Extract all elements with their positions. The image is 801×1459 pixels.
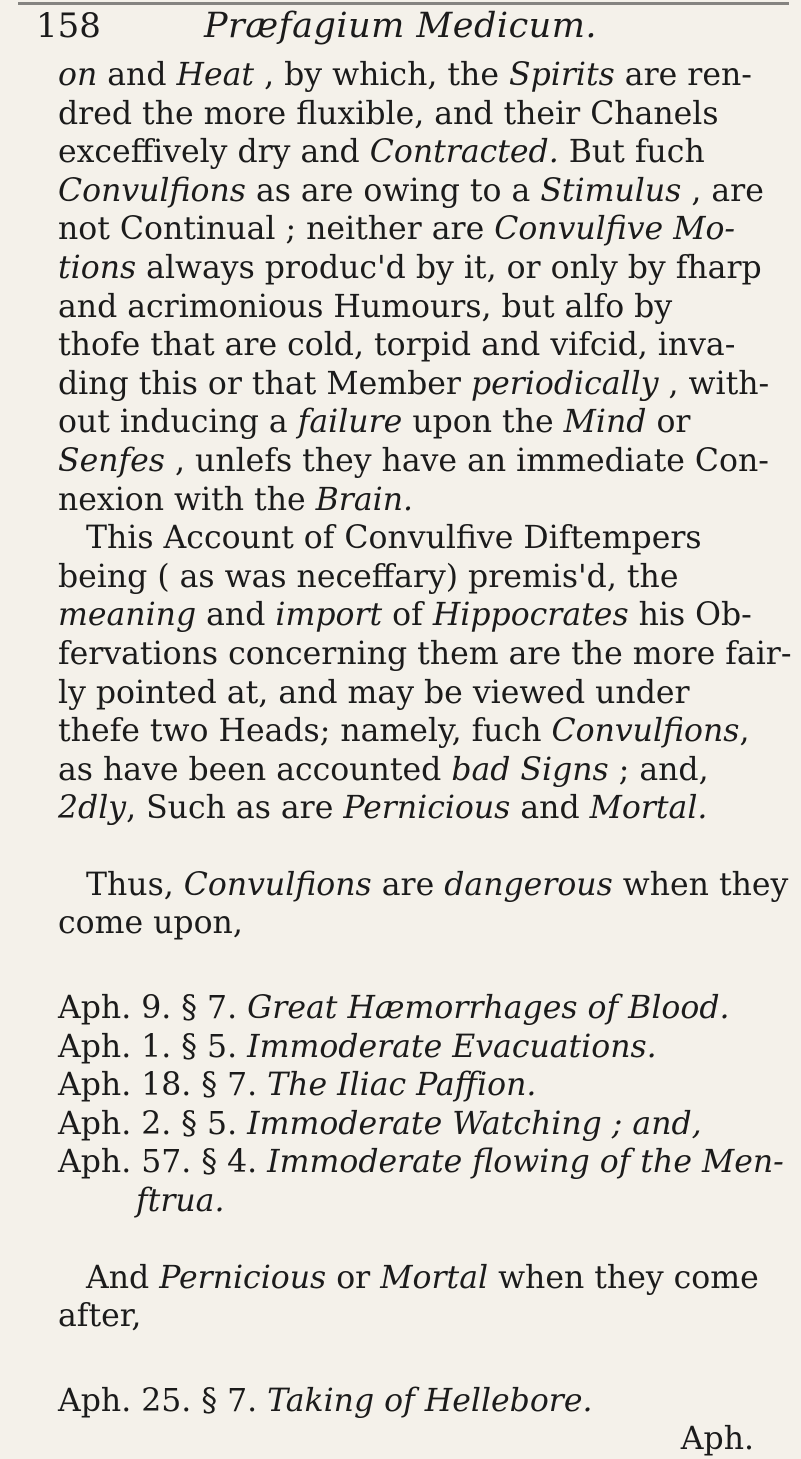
text-span: out inducing a bbox=[58, 404, 298, 441]
text-line: being ( as was neceffary) premis'd, the bbox=[58, 558, 679, 595]
aphorism-ref: Aph. 25. § 7. bbox=[58, 1382, 258, 1419]
text-italic: on bbox=[58, 57, 98, 93]
top-border-rule bbox=[18, 2, 789, 5]
text-span: as have been accounted bbox=[58, 751, 452, 788]
text-italic: tions bbox=[58, 249, 137, 286]
text-italic: Hippocrates bbox=[432, 597, 629, 634]
running-head: Præfagium Medicum. bbox=[203, 6, 598, 46]
text-italic: Heat bbox=[176, 57, 255, 93]
text-span: not Continual ; neither are bbox=[58, 211, 495, 248]
text-line: after, bbox=[58, 1298, 142, 1335]
text-line bbox=[58, 403, 798, 442]
text-span: upon the bbox=[412, 404, 564, 441]
text-line bbox=[58, 596, 798, 635]
text-span: ding this or that Member bbox=[58, 365, 471, 402]
text-line bbox=[58, 442, 798, 481]
text-line bbox=[58, 133, 798, 172]
text-line bbox=[58, 789, 798, 828]
aphorism-ref: Aph. 18. § 7. bbox=[58, 1067, 258, 1104]
text-span: exceffively dry and bbox=[58, 134, 370, 171]
text-line bbox=[58, 751, 798, 790]
aphorism-item bbox=[58, 1028, 798, 1067]
aphorism-ref: Aph. 1. § 5. bbox=[58, 1028, 238, 1065]
text-line bbox=[58, 712, 798, 751]
text-italic: Mortal bbox=[380, 1259, 489, 1296]
text-italic: Spirits bbox=[509, 57, 615, 93]
text-line: ly pointed at, and may be viewed under bbox=[58, 674, 690, 711]
text-span: or bbox=[326, 1259, 381, 1296]
aphorism-list bbox=[58, 989, 798, 1221]
text-italic: failure bbox=[297, 404, 403, 441]
text-span: Thus, bbox=[86, 866, 184, 903]
text-span: his Ob- bbox=[628, 597, 752, 634]
text-span: and bbox=[196, 597, 276, 634]
text-line: and acrimonious Humours, but alfo by bbox=[58, 288, 673, 325]
text-italic: 2dly bbox=[58, 790, 127, 827]
aphorism-text: Immoderate Watching ; and, bbox=[247, 1105, 702, 1142]
text-line: dred the more fluxible, and their Chanels bbox=[58, 95, 719, 132]
aphorism-item bbox=[58, 1382, 798, 1421]
text-line: fervations concerning them are the more fair- bbox=[58, 635, 792, 672]
text-italic: Convulfions bbox=[551, 713, 740, 750]
text-italic: Convulfive Mo- bbox=[494, 211, 736, 248]
paragraph-gap bbox=[58, 1336, 798, 1382]
text-italic: Contracted. bbox=[369, 134, 559, 171]
aphorism-text: Immoderate Evacuations. bbox=[247, 1028, 657, 1065]
aphorism-item bbox=[58, 1105, 798, 1144]
text-span: are bbox=[371, 866, 445, 903]
text-span: , by which, the bbox=[264, 57, 509, 93]
page-number: 158 bbox=[36, 6, 101, 46]
text-span: , bbox=[739, 713, 750, 750]
text-span: when they come bbox=[488, 1259, 759, 1296]
paragraph-gap bbox=[58, 943, 798, 989]
text-span: and bbox=[107, 57, 177, 93]
text-italic: Pernicious bbox=[159, 1259, 327, 1296]
text-italic: bad Signs bbox=[451, 751, 609, 788]
text-span: , are bbox=[691, 172, 764, 209]
text-italic: Stimulus bbox=[540, 172, 682, 209]
catchword: Aph. bbox=[680, 1421, 754, 1458]
page-header bbox=[0, 6, 801, 54]
paragraph-gap bbox=[58, 1221, 798, 1259]
text-span: always produc'd by it, or only by fharp bbox=[146, 249, 762, 286]
text-line bbox=[58, 172, 798, 211]
aphorism-text: Great Hæmorrhages of Blood. bbox=[247, 990, 730, 1027]
aphorism-item bbox=[58, 1066, 798, 1105]
text-span: And bbox=[86, 1259, 160, 1296]
text-line: This Account of Convulfive Diftempers bbox=[86, 520, 702, 557]
text-italic: Convulfions bbox=[183, 866, 372, 903]
text-italic: Mind bbox=[563, 404, 647, 441]
aphorism-ref: Aph. 9. § 7. bbox=[58, 990, 238, 1027]
text-italic: meaning bbox=[58, 597, 197, 634]
text-span: thefe two Heads; namely, fuch bbox=[58, 713, 552, 750]
aphorism-text: ftrua. bbox=[136, 1183, 225, 1220]
text-line bbox=[58, 56, 798, 95]
aphorism-ref: Aph. 2. § 5. bbox=[58, 1105, 238, 1142]
text-line: come upon, bbox=[58, 905, 243, 942]
aphorism-item bbox=[58, 989, 798, 1028]
text-italic: Mortal. bbox=[589, 790, 708, 827]
aphorism-text: Taking of Hellebore. bbox=[267, 1382, 593, 1419]
text-span: , with- bbox=[668, 365, 770, 402]
text-span: But fuch bbox=[568, 134, 705, 171]
aphorism-item bbox=[58, 1143, 798, 1182]
text-line bbox=[58, 210, 798, 249]
text-span: , unlefs they have an immediate Con- bbox=[175, 442, 769, 479]
text-span: as are owing to a bbox=[255, 172, 541, 209]
text-italic: dangerous bbox=[444, 866, 613, 903]
text-line bbox=[58, 249, 798, 288]
text-italic: Brain. bbox=[315, 481, 414, 518]
paragraph-gap bbox=[58, 828, 798, 866]
text-line bbox=[58, 1259, 798, 1298]
text-span: are ren- bbox=[624, 57, 752, 93]
text-line: thofe that are cold, torpid and vifcid, inva- bbox=[58, 327, 736, 364]
aphorism-text: The Iliac Paffion. bbox=[267, 1067, 537, 1104]
text-span: nexion with the bbox=[58, 481, 316, 518]
text-italic: import bbox=[275, 597, 383, 634]
aphorism-text: Immoderate flowing of the Men- bbox=[267, 1144, 784, 1181]
text-line bbox=[58, 866, 798, 905]
aphorism-ref: Aph. 57. § 4. bbox=[58, 1144, 258, 1181]
body-text bbox=[58, 56, 798, 1459]
text-span: and bbox=[510, 790, 590, 827]
text-italic: Senfes bbox=[58, 442, 165, 479]
aphorism-continuation bbox=[58, 1182, 798, 1221]
text-line bbox=[58, 481, 798, 520]
text-span: , Such as are bbox=[126, 790, 344, 827]
text-line bbox=[58, 365, 798, 404]
text-italic: periodically bbox=[470, 365, 659, 402]
text-span: ; and, bbox=[608, 751, 709, 788]
text-italic: Convulfions bbox=[58, 172, 246, 209]
text-italic: Pernicious bbox=[343, 790, 511, 827]
text-span: or bbox=[656, 404, 691, 441]
text-span: of bbox=[382, 597, 433, 634]
text-span: when they bbox=[612, 866, 789, 903]
